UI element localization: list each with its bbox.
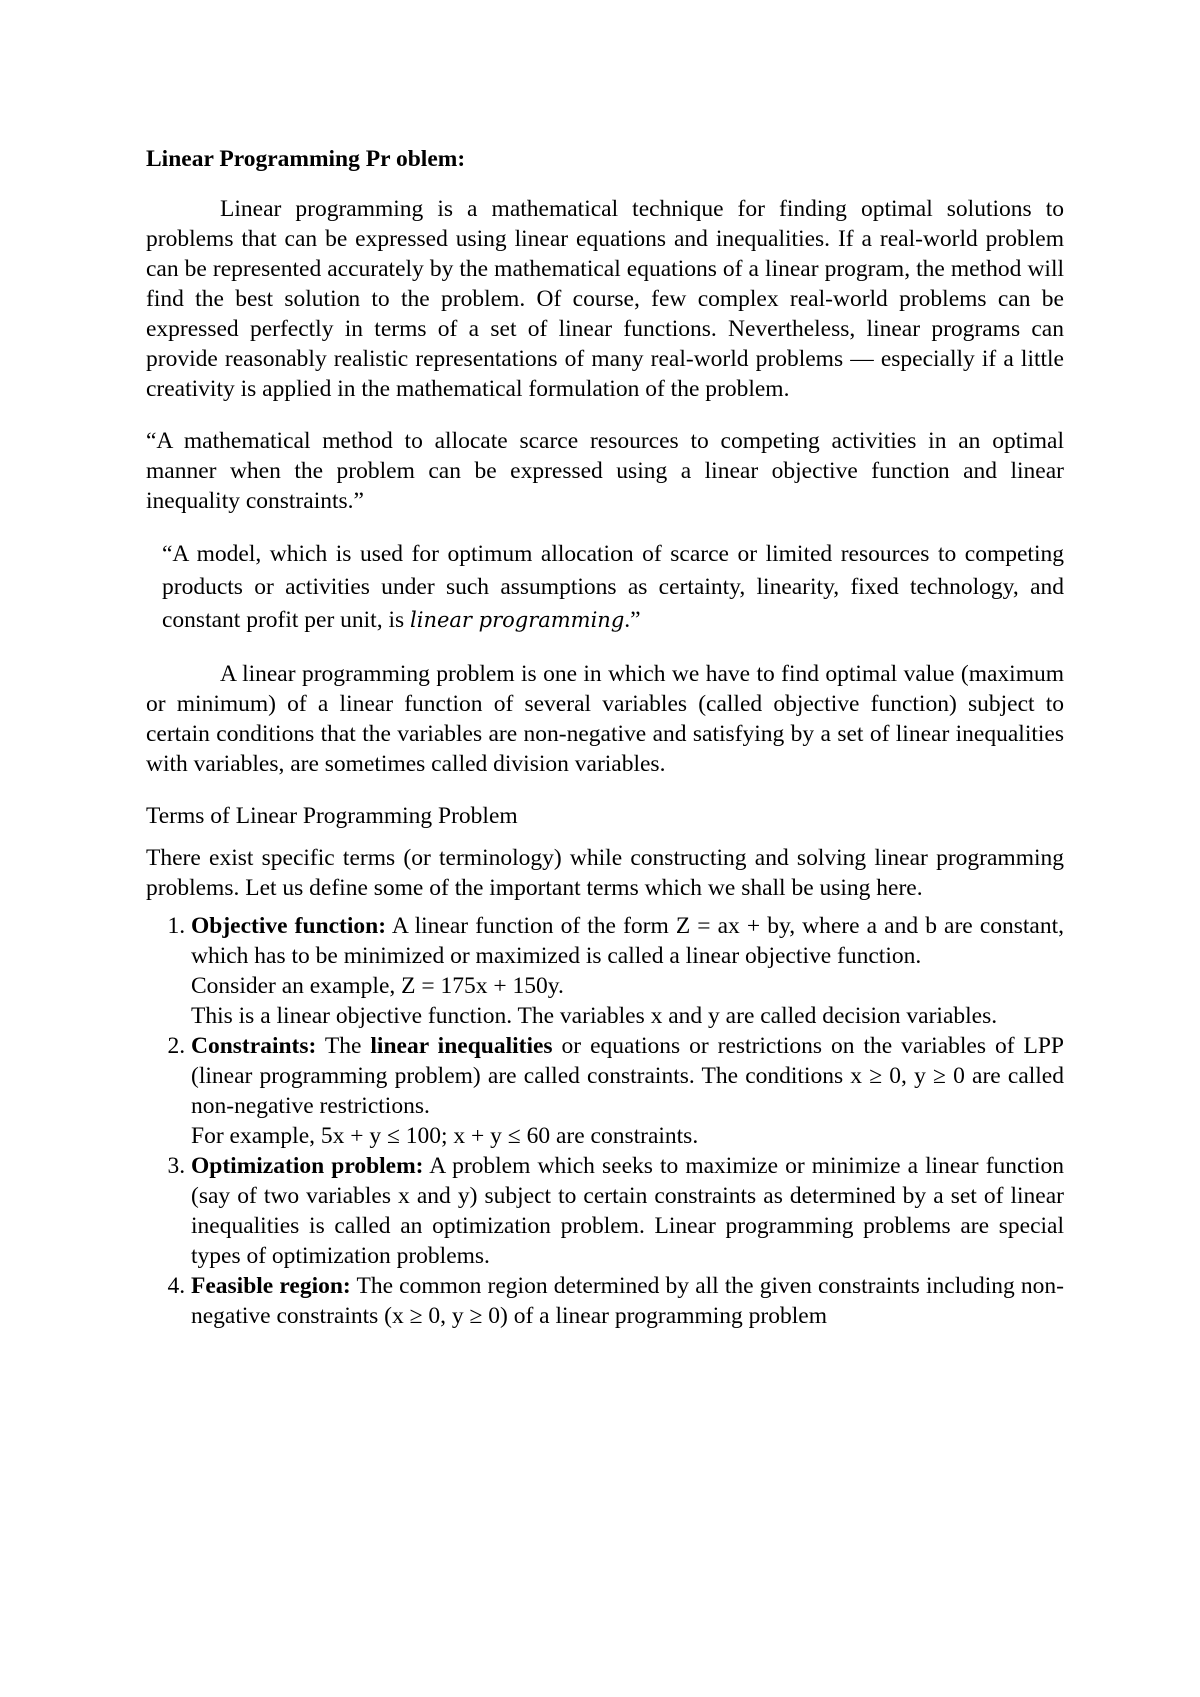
term-text: The common region determined by all the given constraints including non-negative constraints (x ≥ 0, y ≥ 0) of a linear programming problem bbox=[191, 1273, 1064, 1329]
quote2-text: “A model, which is used for optimum allocation of scarce or limited resources to competing products or activities under such assumptions as certainty, linearity, fixed technology, and constant profit per unit, is bbox=[162, 541, 1064, 633]
term-example: For example, 5x + y ≤ 100; x + y ≤ 60 are constraints. bbox=[191, 1123, 699, 1149]
page-title: Linear Programming Pr oblem: bbox=[146, 146, 466, 172]
document-body bbox=[146, 144, 1064, 1331]
list-item bbox=[191, 911, 1064, 1031]
section-heading: Terms of Linear Programming Problem bbox=[146, 803, 518, 829]
quote2-italic: linear programming bbox=[410, 608, 625, 632]
term-note: This is a linear objective function. The variables x and y are called decision variables. bbox=[191, 1003, 998, 1029]
list-item bbox=[191, 1031, 1064, 1151]
quote2-end: .” bbox=[624, 607, 641, 633]
definition-quote-1: “A mathematical method to allocate scarce resources to competing activities in an optimal manner when the problem can be expressed using a linear objective function and linear inequality constraints.” bbox=[146, 428, 1064, 514]
list-item bbox=[191, 1271, 1064, 1331]
term-label: Feasible region: bbox=[191, 1273, 351, 1299]
term-label: Constraints: bbox=[191, 1033, 317, 1059]
terms-intro-paragraph: There exist specific terms (or terminology) while constructing and solving linear programming problems. Let us define some of the important terms which we shall be using here. bbox=[146, 845, 1064, 901]
term-bold-phrase: linear inequalities bbox=[370, 1033, 553, 1059]
term-text: The bbox=[316, 1033, 371, 1059]
list-item bbox=[191, 1151, 1064, 1271]
term-label: Objective function: bbox=[191, 913, 387, 939]
terms-list bbox=[146, 911, 1064, 1331]
lpp-definition-paragraph: A linear programming problem is one in which we have to find optimal value (maximum or minimum) of a linear function of several variables (called objective function) subject to certain conditions that the variables are non-negative and satisfying by a set of linear inequalities with variables, are sometimes called division variables. bbox=[146, 661, 1064, 777]
term-text: A problem which seeks to maximize or minimize a linear function (say of two variables x and y) subject to certain constraints as determined by a set of linear inequalities is called an optimization problem. Linear programming problems are special types of optimization problems. bbox=[191, 1153, 1065, 1269]
term-example: Consider an example, Z = 175x + 150y. bbox=[191, 973, 564, 999]
term-label: Optimization problem: bbox=[191, 1153, 424, 1179]
intro-paragraph: Linear programming is a mathematical technique for finding optimal solutions to problems that can be expressed using linear equations and inequalities. If a real-world problem can be represented accurately by the mathematical equations of a linear program, the method will find the best solution to the problem. Of course, few complex real-world problems can be expressed perfectly in terms of a set of linear functions. Nevertheless, linear programs can provide reasonably realistic representations of many real-world problems — especially if a little creativity is applied in the mathematical formulation of the problem. bbox=[146, 196, 1064, 402]
definition-quote-2 bbox=[162, 538, 1064, 637]
term-text: A linear function of the form Z = ax + by, where a and b are constant, which has to be minimized or maximized is called a linear objective function. bbox=[191, 913, 1065, 969]
term-text-cont: or equations or restrictions on the variables of LPP (linear programming problem) are called constraints. The conditions x ≥ 0, y ≥ 0 are called non-negative restrictions. bbox=[191, 1033, 1064, 1119]
